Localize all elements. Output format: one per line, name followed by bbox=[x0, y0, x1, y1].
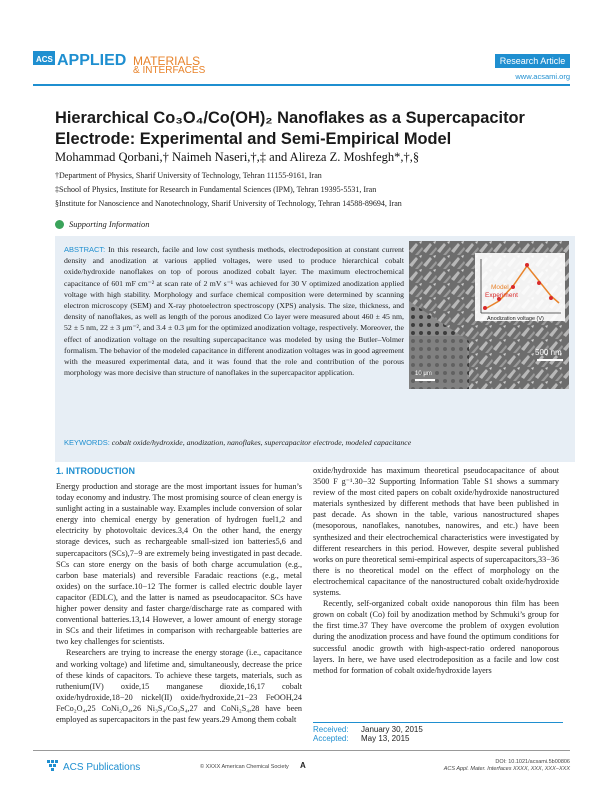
affiliation-3: §Institute for Nanoscience and Nanotechnology, Sharif University of Technology, Tehran 14588-89694, Iran bbox=[55, 199, 402, 208]
article-dates bbox=[313, 725, 423, 743]
journal-url[interactable]: www.acsami.org bbox=[515, 72, 570, 81]
citation: ACS Appl. Mater. Interfaces XXXX, XXX, XXX−XXX bbox=[443, 766, 570, 772]
title-line-1: Hierarchical Co₃O₄/Co(OH)₂ Nanoflakes as a Supercapacitor bbox=[55, 109, 525, 127]
body-column-left bbox=[56, 481, 302, 725]
abstract-body: In this research, facile and low cost synthesis methods, electrodeposition at constant current density and anodization at various applied voltages, were used to produce hierarchical cobalt oxide/hydroxide nanoflakes on top of porous anodized cobalt layer. The maximum electrochemical capacitance of 601 mF cm⁻² at scan rate of 2 mV s⁻¹ was achieved for 30 V optimized anodization applied voltage with high stability. Morphology and surface chemical composition were determined by scanning electron microscopy (SEM) and X-ray photoelectron spectroscopy (XPS) analysis. The size, thickness, and density of nanoflakes, as well as length of the porous anodized Co layer were measured about 460 ± 45 nm, 52 ± 5 nm, 22 ± 3 μm⁻², and 3.4 ± 0.3 μm for the optimized anodization voltage, respectively. Moreover, the effect of anodization voltage on the resulting supercapacitance was modeled by using the Butler–Volmer formalism. The behavior of the modeled capacitance in different anodization voltages was in good agreement with the measured experimental data, and it was found that the role and contribution of the porous morphology was more decisive than structure of nanoflakes in the supercapacitor application. bbox=[64, 245, 405, 378]
scale-bar-small: 10 μm bbox=[415, 371, 432, 377]
journal-logo bbox=[33, 25, 248, 73]
supporting-info-label: Supporting Information bbox=[69, 219, 150, 229]
abstract-label: ABSTRACT: bbox=[64, 245, 106, 254]
copyright: © XXXX American Chemical Society bbox=[200, 764, 289, 770]
intro-paragraph-1: Energy production and storage are the most important issues for human’s today economy and industry. The most promising source of clean energy is sunlight acting in a sustainable way. Examples include conversion of solar energy into chemical energy by generation of hydrogen fuel1,2 and electricity by photovoltaic devices.3,4 On the other hand, the energy storage devices, such as rechargeable small-sized ion batteries5,6 and supercapacitors (SCs),7−9 are extremely being investigated in past decade. SCs can store energy on the basis of both charge accumulation (e.g., carbon base materials) and reversible Faradaic reactions (e.g., metal oxides) on the surface.10−12 The former is called electric double layer capacitor (EDLC), and the latter is named as pseudocapacitor. SCs have higher power density and faster charge/discharge rate as compared with conventional batteries.13,14 However, a lower amount of energy storage in SCs and their lifetimes in comparison with rechargeable batteries are two key challenges for scientists. bbox=[56, 482, 302, 647]
footer-rule bbox=[33, 750, 570, 751]
intro-paragraph-2: Researchers are trying to increase the energy storage (i.e., capacitance and working voltage) and lifetime and, simultaneously, decrease the price of these kinds of capacitors. To achieve these targets, materials, such as ruthenium(IV) oxide,15 manganese dioxide,16,17 cobalt oxide/hydroxide,18−20 nickel(II) oxide/hydroxide,21−23 FeOOH,24 FeCo₂O₄,25 CoNi₂O₄,26 Ni₃S₄/Co₃S₄,27 and CoNi₂S₄,28 have been employed as supercapacitors in the past few years.29 Among them cobalt bbox=[56, 648, 302, 724]
dates-rule bbox=[313, 722, 563, 723]
section-heading-introduction: 1. INTRODUCTION bbox=[56, 466, 136, 476]
journal-name-2: & INTERFACES bbox=[133, 65, 206, 73]
affiliation-1: †Department of Physics, Sharif University of Technology, Tehran 11155-9161, Iran bbox=[55, 171, 322, 180]
accepted-label: Accepted: bbox=[313, 734, 349, 743]
keywords-label: KEYWORDS: bbox=[64, 438, 110, 447]
page-number: A bbox=[300, 761, 306, 770]
journal-name-1b: MATERIALS bbox=[133, 54, 201, 68]
doi[interactable]: DOI: 10.1021/acsami.5b00806 bbox=[495, 759, 570, 765]
accepted-date: May 13, 2015 bbox=[361, 734, 410, 743]
supporting-info-icon bbox=[55, 220, 64, 229]
inset-xlabel: Anodization voltage (V) bbox=[487, 316, 544, 322]
author-list: Mohammad Qorbani,† Naimeh Naseri,†,‡ and Alireza Z. Moshfegh*,†,§ bbox=[55, 150, 420, 164]
keywords bbox=[64, 438, 564, 447]
legend-model: Model bbox=[491, 284, 509, 291]
abstract bbox=[64, 244, 404, 378]
affiliation-2: ‡School of Physics, Institute for Research in Fundamental Sciences (IPM), Tehran 19395-5531, Iran bbox=[55, 185, 377, 194]
received-date: January 30, 2015 bbox=[361, 725, 423, 734]
intro-paragraph-4: Recently, self-organized cobalt oxide nanoporous thin film has been grown on cobalt (Co) foil by anodization method by Schmuki’s group for the first time.37 They have overcome the problem of oxygen evolution during the anodization process and have found the optimum conditions for successful anodic growth with high-aspect-ratio ordered nanoporous layers. In here, we have used electrodeposition as a facile and low cost method for formation of cobalt oxide/hydroxide layers bbox=[313, 599, 559, 675]
journal-prefix: ACS bbox=[36, 55, 53, 64]
keywords-list: cobalt oxide/hydroxide, anodization, nanoflakes, supercapacitor electrode, modeled capacitance bbox=[111, 438, 412, 447]
received-label: Received: bbox=[313, 725, 349, 734]
title-line-2: Electrode: Experimental and Semi-Empirical Model bbox=[55, 130, 452, 148]
intro-paragraph-3: oxide/hydroxide has maximum theoretical pseudocapacitance of about 3500 F g⁻¹.30−32 Supporting Information Table S1 shows a summary review of the most cited papers on cobalt oxide/hydroxide nanostructured materials synthesized by different methods that have been published in past decade. As shown in the table, various nanostructured shapes (mesoporous, nanoflakes, nanotubes, nanowires, and etc.) have been synthesized and their electrochemical characteristics were investigated by different researchers in this period. However, despite several published works on pure theoretical semi-empirical aspects of supercapacitors,33−36 there is no theoretical model on the effect of morphology on the electrochemical capacitance of the nanostructured cobalt oxide/hydroxide systems. bbox=[313, 466, 559, 598]
abstract-graphic bbox=[409, 241, 569, 389]
body-column-right bbox=[313, 465, 559, 676]
doi-block bbox=[444, 759, 570, 773]
publisher-name: ACS Publications bbox=[63, 762, 141, 773]
scale-bar-large: 500 nm bbox=[535, 348, 562, 357]
legend-experiment: Experiment bbox=[485, 292, 518, 299]
acs-publications-logo bbox=[45, 756, 155, 776]
journal-name-1: APPLIED bbox=[57, 52, 127, 69]
header-rule bbox=[33, 84, 570, 86]
article-type-badge: Research Article bbox=[495, 54, 570, 68]
supporting-info-link[interactable] bbox=[55, 219, 150, 229]
article-title bbox=[55, 108, 565, 150]
